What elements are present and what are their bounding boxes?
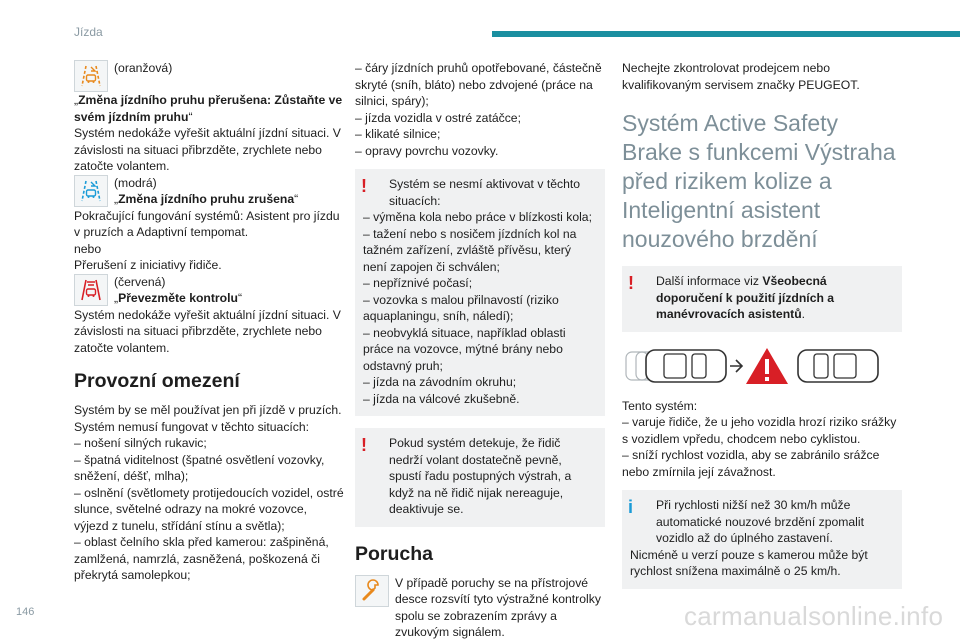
fault-heading: Porucha: [355, 542, 434, 565]
section-label: Jízda: [74, 25, 103, 39]
list-item: – nepříznivé počasí;: [363, 276, 473, 290]
limits-p1: Systém by se měl používat jen při jízdě v pruzích.: [74, 403, 342, 417]
page-number: 146: [16, 606, 35, 618]
list-item: – oblast čelního skla před kamerou: zašpiněná, zamlžená, namrzlá, zasněžená, poškozená či překrytá samolepkou;: [74, 535, 329, 582]
list-item: – klikaté silnice;: [355, 127, 441, 141]
list-item: – výměna kola nebo práce v blízkosti kola;: [363, 210, 592, 224]
wrench-fault-icon: [355, 575, 389, 607]
orange-desc: Systém nedokáže vyřešit aktuální jízdní situaci. V závislosti na situaci přibrzděte, zrychlete nebo zatočte volantem.: [74, 126, 341, 173]
column-2: [355, 60, 605, 640]
list-item: – tažení nebo s nosičem jízdních kol na tažném zařízení, zvláště přívěsu, který není zapojen či schválen;: [363, 226, 577, 274]
fault-text: V případě poruchy se na přístrojové desce rozsvítí tyto výstražné kontrolky spolu se zobrazením zprávy a zvukovým signálem.: [395, 575, 601, 639]
indicator-orange: [74, 60, 344, 92]
blue-desc-1: Pokračující fungování systémů: Asistent pro jízdu v pruzích a Adaptivní tempomat.: [74, 208, 340, 239]
warning-box-steering: [355, 428, 605, 527]
info-box-speed: [622, 490, 902, 589]
list-item: – jízda na závodním okruhu;: [363, 375, 517, 389]
info-box-general: [622, 266, 902, 332]
list-item: – opravy povrchu vozovky.: [355, 143, 499, 158]
warning-box-activation: [355, 169, 605, 416]
indicator-red: [74, 274, 344, 307]
take-control-red-icon: [74, 274, 108, 306]
red-desc: Systém nedokáže vyřešit aktuální jízdní situaci. V závislosti na situaci přibrzděte, zrychlete nebo zatočte volantem.: [74, 307, 341, 355]
system-intro: Tento systém:: [622, 398, 698, 413]
list-item: – oslnění (světlomety protijedoucích vozidel, ostré slunce, světelné odrazy na mokré vozovce, výjezd z tunelu, střídání stínu a světla);: [74, 485, 344, 533]
limits-p2: Systém nemusí fungovat v těchto situacích:: [74, 419, 310, 434]
warning-icon: !: [361, 176, 367, 196]
lane-keeping-orange-icon: [74, 60, 108, 92]
blue-label: (modrá): [114, 175, 157, 190]
lane-keeping-blue-icon: [74, 175, 108, 207]
list-item: – vozovka s malou přilnavostí (riziko aquaplaningu, sníh, náledí);: [363, 292, 559, 323]
warning-icon: !: [628, 273, 634, 293]
fault-row: [355, 575, 605, 640]
warning-intro: Systém se nesmí aktivovat v těchto situacích:: [389, 177, 581, 208]
list-item: – jízda vozidla v ostré zatáčce;: [355, 110, 521, 125]
list-item: – čáry jízdních pruhů opotřebované, částečně skryté (sníh, bláto) nebo zdvojené (práce na silnici, spáry);: [355, 61, 602, 108]
list-item: – nošení silných rukavic;: [74, 436, 207, 450]
blue-desc-2: nebo: [74, 241, 102, 256]
orange-label: (oranžová): [114, 61, 173, 75]
service-text: Nechejte zkontrolovat prodejcem nebo kvalifikovaným servisem značky PEUGEOT.: [622, 61, 860, 92]
list-item: – neobvyklá situace, například oblasti práce na vozovce, mýtné brány nebo odstavný pruh;: [363, 325, 566, 373]
info-text-2: Nicméně u verzí pouze s kamerou může být rychlost snížena maximálně o 25 km/h.: [630, 547, 868, 578]
list-item: – sníží rychlost vozidla, aby se zabránilo srážce nebo zmírnila její závažnost.: [622, 448, 880, 479]
list-item: – varuje řidiče, že u jeho vozidla hrozí riziko srážky s vozidlem vpředu, chodcem nebo cyklistou.: [622, 415, 897, 446]
warning-reference: Další informace viz Všeobecná doporučení k použití jízdních a manévrovacích asistentů.: [656, 274, 835, 321]
orange-title: „Změna jízdního pruhu přerušena: Zůstaňte ve svém jízdním pruhu“: [74, 93, 343, 124]
column-3: [622, 60, 902, 595]
column-1: [74, 60, 344, 584]
limits-heading: Provozní omezení: [74, 370, 240, 392]
header-accent-bar: [492, 31, 960, 37]
asb-heading: Systém Active Safety Brake s funkcemi Výstraha před rizikem kolize a Inteligentní asistent nouzového brzdění: [622, 110, 896, 252]
red-label: (červená): [114, 274, 166, 289]
list-item: – špatná viditelnost (špatné osvětlení vozovky, sněžení, déšť, mlha);: [74, 452, 325, 483]
list-item: – jízda na válcové zkušebně.: [363, 391, 520, 406]
collision-warning-illustration: [622, 342, 902, 390]
watermark: carmanualsonline.info: [684, 601, 944, 631]
blue-title: „Změna jízdního pruhu zrušena“: [114, 192, 299, 206]
warning-steering-text: Pokud systém detekuje, že řidič nedrží volant dostatečně pevně, spustí řadu postupných výstrah, a když na ně řidič nijak nereaguje, deaktivuje se.: [389, 436, 572, 516]
warning-icon: !: [361, 435, 367, 455]
info-icon: i: [628, 497, 634, 517]
info-text-1: Při rychlosti nižší než 30 km/h může automatické nouzové brzdění zpomalit vozidlo až do úplného zastavení.: [656, 498, 864, 545]
blue-desc-3: Přerušení z iniciativy řidiče.: [74, 258, 222, 272]
indicator-blue: [74, 175, 344, 208]
red-title: „Převezměte kontrolu“: [114, 291, 243, 305]
